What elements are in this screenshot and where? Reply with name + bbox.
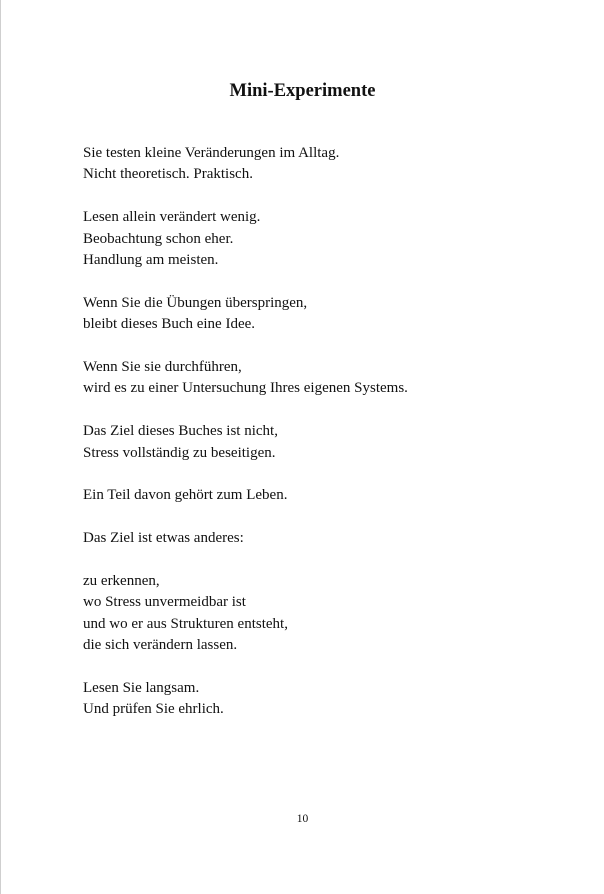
text-line: Wenn Sie die Übungen überspringen,	[83, 294, 308, 311]
text-line: Lesen Sie langsam.	[83, 680, 200, 697]
stanza	[83, 207, 563, 271]
page-number: 10	[296, 813, 309, 825]
stanza	[83, 421, 563, 464]
page-title: Mini-Experimente	[229, 81, 376, 101]
stanza	[83, 528, 563, 549]
text-line: Handlung am meisten.	[83, 252, 219, 269]
stanza	[83, 571, 563, 657]
stanza	[83, 678, 563, 721]
text-line: Das Ziel ist etwas anderes:	[83, 530, 244, 547]
text-line: wo Stress unvermeidbar ist	[83, 594, 246, 611]
text-line: Wenn Sie sie durchführen,	[83, 359, 242, 376]
text-line: Und prüfen Sie ehrlich.	[83, 701, 224, 718]
stanza	[83, 485, 563, 506]
stanza	[83, 143, 563, 186]
stanza	[83, 357, 563, 400]
text-line: und wo er aus Strukturen entsteht,	[83, 615, 288, 632]
text-line: die sich verändern lassen.	[83, 637, 238, 654]
text-line: Beobachtung schon eher.	[83, 230, 234, 247]
text-line: wird es zu einer Untersuchung Ihres eigenen Systems.	[83, 380, 408, 397]
text-line: Stress vollständig zu beseitigen.	[83, 444, 276, 461]
text-line: Lesen allein verändert wenig.	[83, 209, 261, 226]
body-text	[83, 143, 563, 742]
text-line: Ein Teil davon gehört zum Leben.	[83, 487, 288, 504]
stanza	[83, 293, 563, 336]
text-line: Sie testen kleine Veränderungen im Alltag.	[83, 145, 340, 161]
text-line: Nicht theoretisch. Praktisch.	[83, 166, 253, 183]
text-line: zu erkennen,	[83, 573, 160, 590]
text-line: bleibt dieses Buch eine Idee.	[83, 316, 256, 333]
text-line: Das Ziel dieses Buches ist nicht,	[83, 423, 278, 440]
